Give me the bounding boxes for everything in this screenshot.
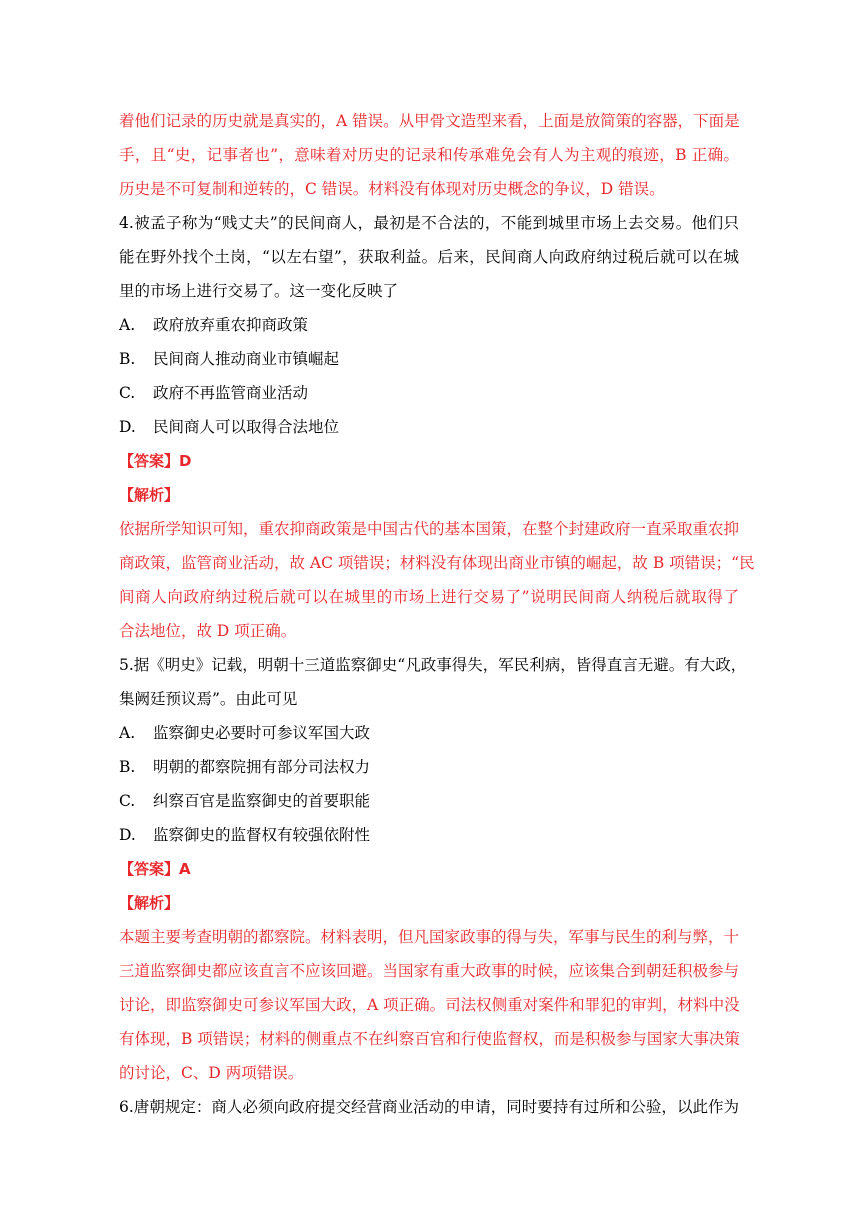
option-letter: C. <box>119 384 136 402</box>
analysis-line: 着他们记录的历史就是真实的，A 错误。从甲骨文造型来看，上面是放简策的容器，下面是 <box>119 112 740 130</box>
analysis-line: 三道监察御史都应该直言不应该回避。当国家有重大政事的时候，应该集合到朝廷积极参与 <box>119 962 740 980</box>
option-b <box>119 750 739 784</box>
analysis-line: 历史是不可复制和逆转的，C 错误。材料没有体现对历史概念的争议，D 错误。 <box>119 180 665 198</box>
option-c <box>119 784 739 818</box>
question-stem-line: 5.据《明史》记载，明朝十三道监察御史“凡政事得失，军民利病，皆得直言无避。有大政， <box>119 656 747 674</box>
analysis-line: 合法地位，故 D 项正确。 <box>119 622 297 640</box>
option-d <box>119 410 739 444</box>
option-text: 监察御史的监督权有较强依附性 <box>153 826 371 844</box>
option-b <box>119 342 739 376</box>
option-text: 政府不再监管商业活动 <box>153 384 309 402</box>
question-5 <box>119 648 747 1090</box>
option-text: 政府放弃重农抑商政策 <box>153 316 309 334</box>
option-text: 明朝的都察院拥有部分司法权力 <box>153 758 371 776</box>
option-letter: B. <box>119 350 136 368</box>
analysis-label: 【解析】 <box>119 486 180 504</box>
question-stem-line: 里的市场上进行交易了。这一变化反映了 <box>119 282 399 300</box>
question-stem-line: 能在野外找个土岗，“以左右望”，获取利益。后来，民间商人向政府纳过税后就可以在城 <box>119 248 739 266</box>
question-stem-line: 6.唐朝规定：商人必须向政府提交经营商业活动的申请，同时要持有过所和公验，以此作为 <box>119 1098 739 1116</box>
question-4 <box>119 206 755 648</box>
answer-label: 【答案】A <box>119 860 191 878</box>
option-text: 民间商人可以取得合法地位 <box>153 418 340 436</box>
option-letter: B. <box>119 758 136 776</box>
analysis-line: 依据所学知识可知，重农抑商政策是中国古代的基本国策，在整个封建政府一直采取重农抑 <box>119 520 740 538</box>
answer-label: 【答案】D <box>119 452 192 470</box>
option-letter: D. <box>119 418 136 436</box>
option-letter: A. <box>119 724 136 742</box>
option-letter: C. <box>119 792 136 810</box>
question-stem-line: 4.被孟子称为“贱丈夫”的民间商人，最初是不合法的，不能到城里市场上去交易。他们只 <box>119 214 739 232</box>
option-a <box>119 308 739 342</box>
document-body <box>119 104 755 1124</box>
analysis-line: 商政策，监管商业活动，故 AC 项错误；材料没有体现出商业市镇的崛起，故 B 项错误；“民 <box>119 554 755 572</box>
analysis-line: 讨论，即监察御史可参议军国大政，A 项正确。司法权侧重对案件和罪犯的审判，材料中没 <box>119 996 740 1014</box>
analysis-label: 【解析】 <box>119 894 180 912</box>
question-stem-line: 集阙廷预议焉”。由此可见 <box>119 690 298 708</box>
option-text: 民间商人推动商业市镇崛起 <box>153 350 340 368</box>
analysis-line: 有体现，B 项错误；材料的侧重点不在纠察百官和行使监督权，而是积极参与国家大事决策 <box>119 1030 740 1048</box>
q3-analysis-tail <box>119 104 739 206</box>
option-a <box>119 716 739 750</box>
option-letter: A. <box>119 316 136 334</box>
option-d <box>119 818 739 852</box>
option-letter: D. <box>119 826 136 844</box>
option-c <box>119 376 739 410</box>
analysis-line: 本题主要考查明朝的都察院。材料表明，但凡国家政事的得与失，军事与民生的利与弊，十 <box>119 928 740 946</box>
option-text: 纠察百官是监察御史的首要职能 <box>153 792 371 810</box>
question-6 <box>119 1090 739 1124</box>
analysis-line: 间商人向政府纳过税后就可以在城里的市场上进行交易了”说明民间商人纳税后就取得了 <box>119 588 739 606</box>
analysis-line: 的讨论，C、D 两项错误。 <box>119 1064 304 1082</box>
option-text: 监察御史必要时可参议军国大政 <box>153 724 371 742</box>
analysis-line: 手，且“史，记事者也”，意味着对历史的记录和传承难免会有人为主观的痕迹，B 正确。 <box>119 146 739 164</box>
